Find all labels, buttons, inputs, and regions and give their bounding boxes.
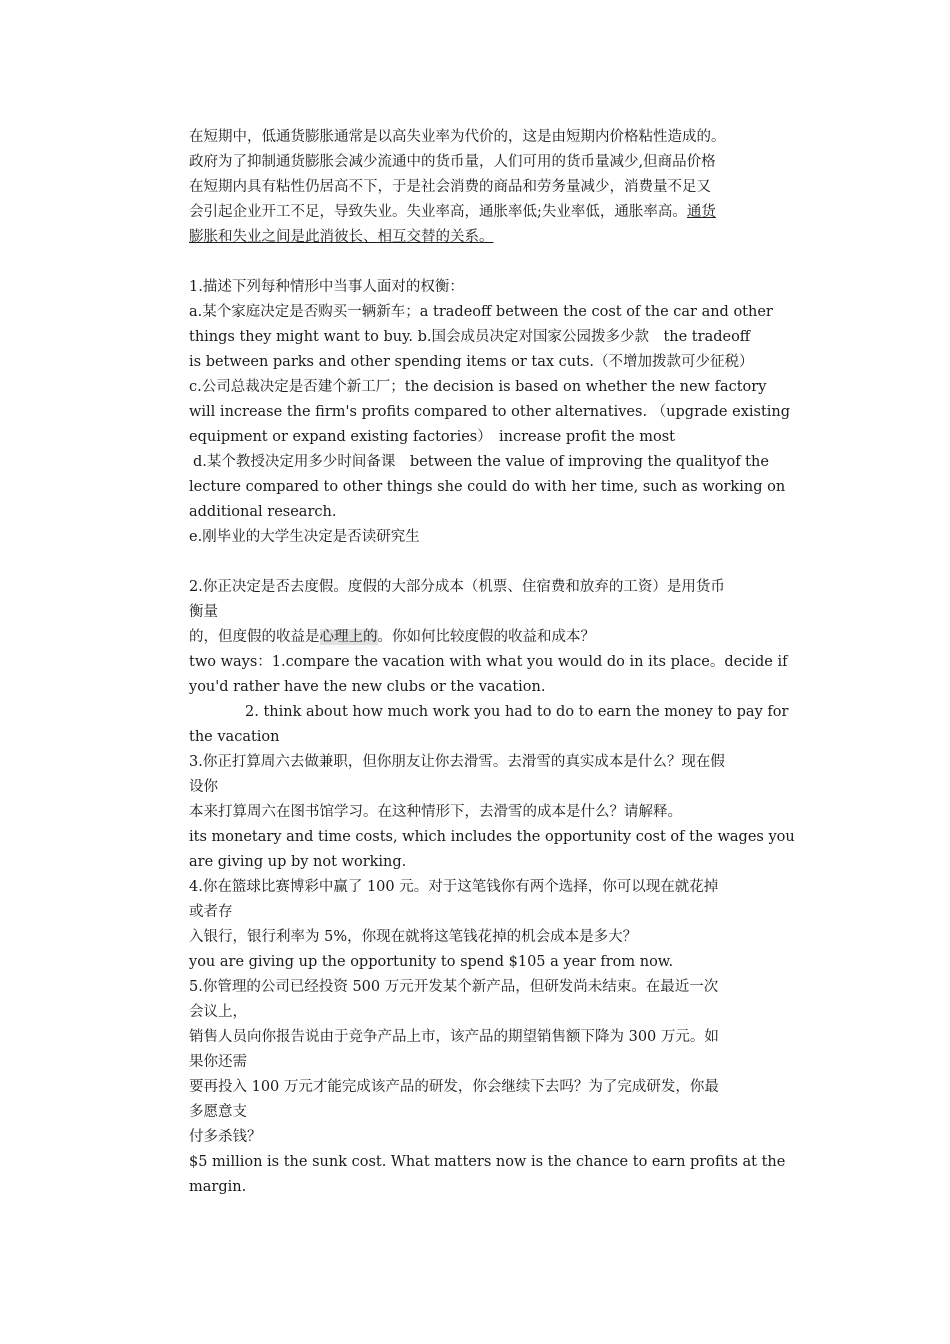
q5-line-1: 5.你管理的公司已经投资 500 万元开发某个新产品，但研发尚未结束。在最近一次 bbox=[189, 979, 719, 995]
q3-line-4: its monetary and time costs, which includes the opportunity cost of the wages you bbox=[189, 829, 795, 845]
q1-line-10: additional research. bbox=[189, 504, 337, 520]
q4-line-2: 或者存 bbox=[189, 904, 233, 920]
q4-line-1: 4.你在篮球比赛博彩中赢了 100 元。对于这笔钱你有两个选择，你可以现在就花掉 bbox=[189, 879, 719, 895]
q1-line-6: will increase the firm's profits compared to other alternatives. （upgrade existing bbox=[189, 404, 791, 420]
question-2 bbox=[189, 575, 811, 750]
q4-line-3: 入银行，银行利率为 5%，你现在就将这笔钱花掉的机会成本是多大？ bbox=[189, 929, 638, 945]
question-3 bbox=[189, 750, 811, 875]
q1-line-2: a.某个家庭决定是否购买一辆新车；a tradeoff between the cost of the car and other bbox=[189, 304, 773, 320]
q2-line-4: two ways：1.compare the vacation with what you would do in its place。decide if bbox=[189, 654, 788, 670]
intro-line-4-text: 会引起企业开工不足，导致失业。失业率高，通胀率低;失业率低，通胀率高。 bbox=[189, 204, 687, 220]
q1-line-1: 1.描述下列每种情形中当事人面对的权衡： bbox=[189, 279, 464, 295]
intro-line-4 bbox=[189, 200, 811, 225]
q1-line-4: is between parks and other spending items or tax cuts.（不增加拨款可少征税） bbox=[189, 354, 754, 370]
q3-line-2: 设你 bbox=[189, 779, 218, 795]
intro-line-5: 膨胀和失业之间是此消彼长、相互交替的关系。 bbox=[189, 229, 494, 245]
q2-line-1: 2.你正决定是否去度假。度假的大部分成本（机票、住宿费和放弃的工资）是用货币 bbox=[189, 579, 725, 595]
question-1 bbox=[189, 275, 811, 550]
intro-line-2: 政府为了抑制通货膨胀会减少流通中的货币量，人们可用的货币量减少,但商品价格 bbox=[189, 154, 716, 170]
q1-line-9: lecture compared to other things she could do with her time, such as working on bbox=[189, 479, 786, 495]
q2-line-3 bbox=[189, 625, 811, 650]
q1-line-5: c.公司总裁决定是否建个新工厂；the decision is based on whether the new factory bbox=[189, 379, 767, 395]
q5-line-7: 付多杀钱？ bbox=[189, 1129, 262, 1145]
q2-line-7: the vacation bbox=[189, 729, 280, 745]
highlighted-text: 心理上的 bbox=[319, 629, 378, 645]
q3-line-3: 本来打算周六在图书馆学习。在这种情形下，去滑雪的成本是什么？请解释。 bbox=[189, 804, 682, 820]
q1-line-11: e.刚毕业的大学生决定是否读研究生 bbox=[189, 529, 420, 545]
q2-line-3-start: 的，但度假的收益是 bbox=[189, 629, 320, 645]
intro-line-1: 在短期中，低通货膨胀通常是以高失业率为代价的，这是由短期内价格粘性造成的。 bbox=[189, 129, 726, 145]
q3-line-1: 3.你正打算周六去做兼职，但你朋友让你去滑雪。去滑雪的真实成本是什么？现在假 bbox=[189, 754, 725, 770]
q2-line-2: 衡量 bbox=[189, 604, 218, 620]
intro-paragraph bbox=[189, 125, 811, 250]
q1-line-7: equipment or expand existing factories） increase profit the most bbox=[189, 429, 676, 445]
q5-line-4: 果你还需 bbox=[189, 1054, 247, 1070]
q1-line-8: d.某个教授决定用多少时间备课 between the value of improving the qualityof the bbox=[193, 454, 769, 470]
q3-line-5: are giving up by not working. bbox=[189, 854, 407, 870]
spacer bbox=[189, 250, 811, 275]
q5-line-2: 会议上， bbox=[189, 1004, 247, 1020]
q2-line-3-end: 。你如何比较度假的收益和成本？ bbox=[377, 629, 595, 645]
question-5 bbox=[189, 975, 811, 1200]
q5-line-5: 要再投入 100 万元才能完成该产品的研发，你会继续下去吗？为了完成研发，你最 bbox=[189, 1079, 719, 1095]
question-4 bbox=[189, 875, 811, 975]
q5-line-8: $5 million is the sunk cost. What matters now is the chance to earn profits at the bbox=[189, 1154, 786, 1170]
q2-line-6: 2. think about how much work you had to do to earn the money to pay for bbox=[245, 704, 789, 720]
q5-line-3: 销售人员向你报告说由于竞争产品上市，该产品的期望销售额下降为 300 万元。如 bbox=[189, 1029, 719, 1045]
q4-line-4: you are giving up the opportunity to spend $105 a year from now. bbox=[189, 954, 674, 970]
spacer bbox=[189, 550, 811, 575]
underlined-text: 通货 bbox=[686, 204, 716, 220]
document-page bbox=[189, 125, 811, 1200]
q2-line-5: you'd rather have the new clubs or the vacation. bbox=[189, 679, 546, 695]
intro-line-3: 在短期内具有粘性仍居高不下，于是社会消费的商品和劳务量减少，消费量不足又 bbox=[189, 179, 711, 195]
q5-line-9: margin. bbox=[189, 1179, 247, 1195]
q1-line-3: things they might want to buy. b.国会成员决定对国家公园拨多少款 the tradeoff bbox=[189, 329, 751, 345]
q5-line-6: 多愿意支 bbox=[189, 1104, 247, 1120]
